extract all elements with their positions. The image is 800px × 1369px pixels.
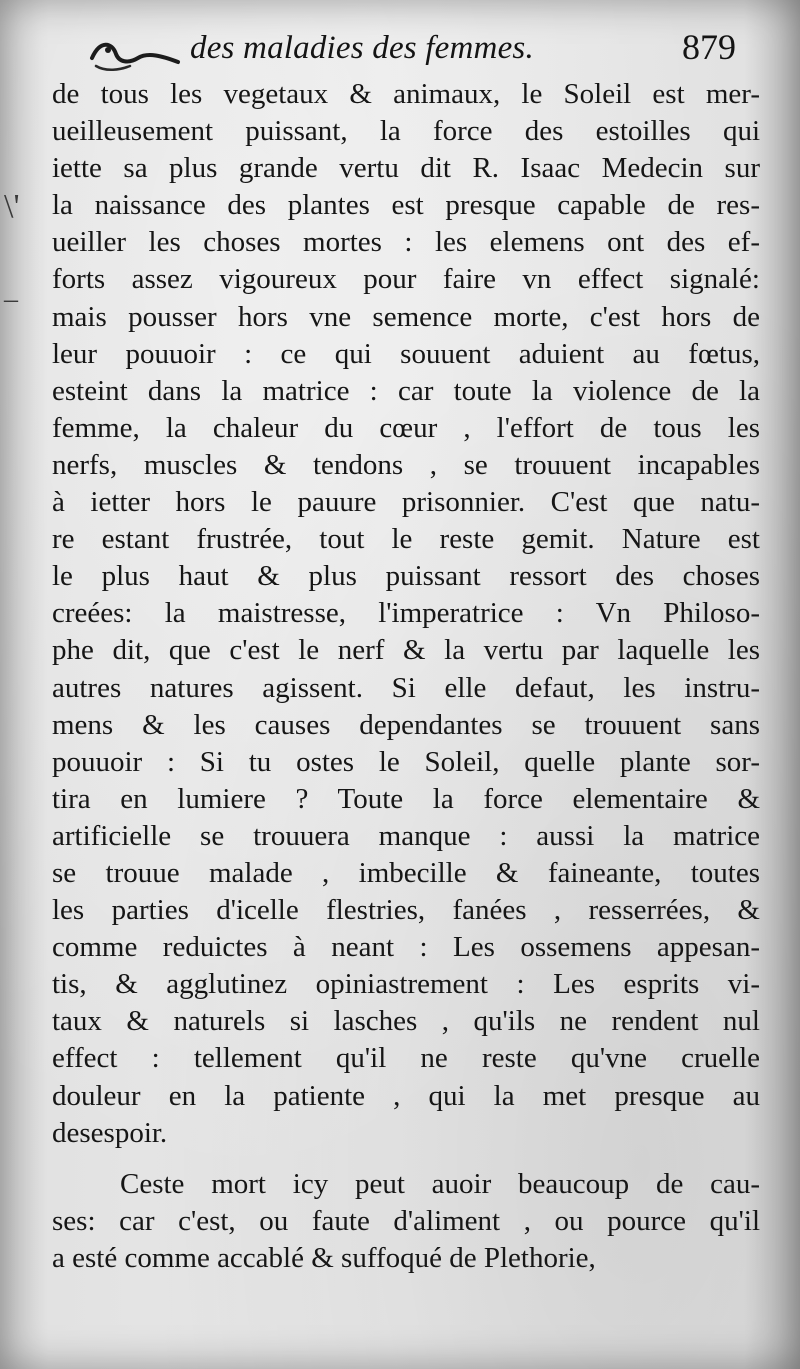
text-line: pouuoir : Si tu ostes le Soleil, quelle plante sor-: [52, 745, 760, 778]
text-line: tira en lumiere ? Toute la force elementaire &: [52, 782, 760, 815]
margin-mark: –: [4, 284, 18, 315]
text-line: autres natures agissent. Si elle defaut, les instru-: [52, 671, 760, 704]
text-line: artificielle se trouuera manque : aussi la matrice: [52, 819, 760, 852]
text-line: mais pousser hors vne semence morte, c'est hors de: [52, 300, 760, 333]
text-line: leur pouuoir : ce qui souuent aduient au fœtus,: [52, 337, 760, 370]
text-line: taux & naturels si lasches , qu'ils ne rendent nul: [52, 1005, 760, 1038]
text-line: ueilleusement puissant, la force des estoilles qui: [52, 115, 760, 148]
text-line: effect : tellement qu'il ne reste qu'vne cruelle: [52, 1042, 760, 1075]
text-line: phe dit, que c'est le nerf & la vertu par laquelle les: [52, 634, 760, 667]
text-line: comme reduictes à neant : Les ossemens appesan-: [52, 931, 760, 964]
flourish-ornament: [86, 36, 182, 76]
paragraph: [52, 76, 760, 1152]
body-text: [52, 76, 760, 1277]
paragraph: [52, 1166, 760, 1277]
margin-mark: \': [4, 188, 20, 225]
text-line: ses: car c'est, ou faute d'aliment , ou pource qu'il: [52, 1204, 760, 1237]
text-line: femme, la chaleur du cœur , l'effort de tous les: [52, 411, 760, 444]
text-line: les parties d'icelle flestries, fanées , resserrées, &: [52, 894, 760, 927]
text-line: la naissance des plantes est presque capable de res-: [52, 189, 760, 222]
text-line: se trouue malade , imbecille & faineante, toutes: [52, 856, 760, 889]
text-line: esteint dans la matrice : car toute la violence de la: [52, 374, 760, 407]
text-line: mens & les causes dependantes se trouuent sans: [52, 708, 760, 741]
text-line: à ietter hors le pauure prisonnier. C'est que natu-: [52, 486, 760, 519]
text-line: creées: la maistresse, l'imperatrice : Vn Philoso-: [52, 597, 760, 630]
text-line: forts assez vigoureux pour faire vn effect signalé:: [52, 263, 760, 296]
text-line: Ceste mort icy peut auoir beaucoup de cau-: [120, 1167, 760, 1200]
text-line: nerfs, muscles & tendons , se trouuent incapables: [52, 448, 760, 481]
text-line: de tous les vegetaux & animaux, le Soleil est mer-: [52, 78, 760, 110]
text-line: ueiller les choses mortes : les elemens ont des ef-: [52, 226, 760, 259]
text-line: douleur en la patiente , qui la met presque au: [52, 1079, 760, 1112]
text-line: le plus haut & plus puissant ressort des choses: [52, 560, 760, 593]
text-line: iette sa plus grande vertu dit R. Isaac Medecin sur: [52, 152, 760, 185]
running-head: des maladies des femmes.: [190, 30, 534, 66]
page-header: [0, 22, 800, 82]
text-line: a esté comme accablé & suffoqué de Plethorie,: [52, 1241, 596, 1274]
page-number: 879: [682, 27, 736, 67]
text-line: re estant frustrée, tout le reste gemit. Nature est: [52, 523, 760, 556]
text-line: desespoir.: [52, 1116, 168, 1149]
text-line: tis, & agglutinez opiniastrement : Les esprits vi-: [52, 968, 760, 1001]
